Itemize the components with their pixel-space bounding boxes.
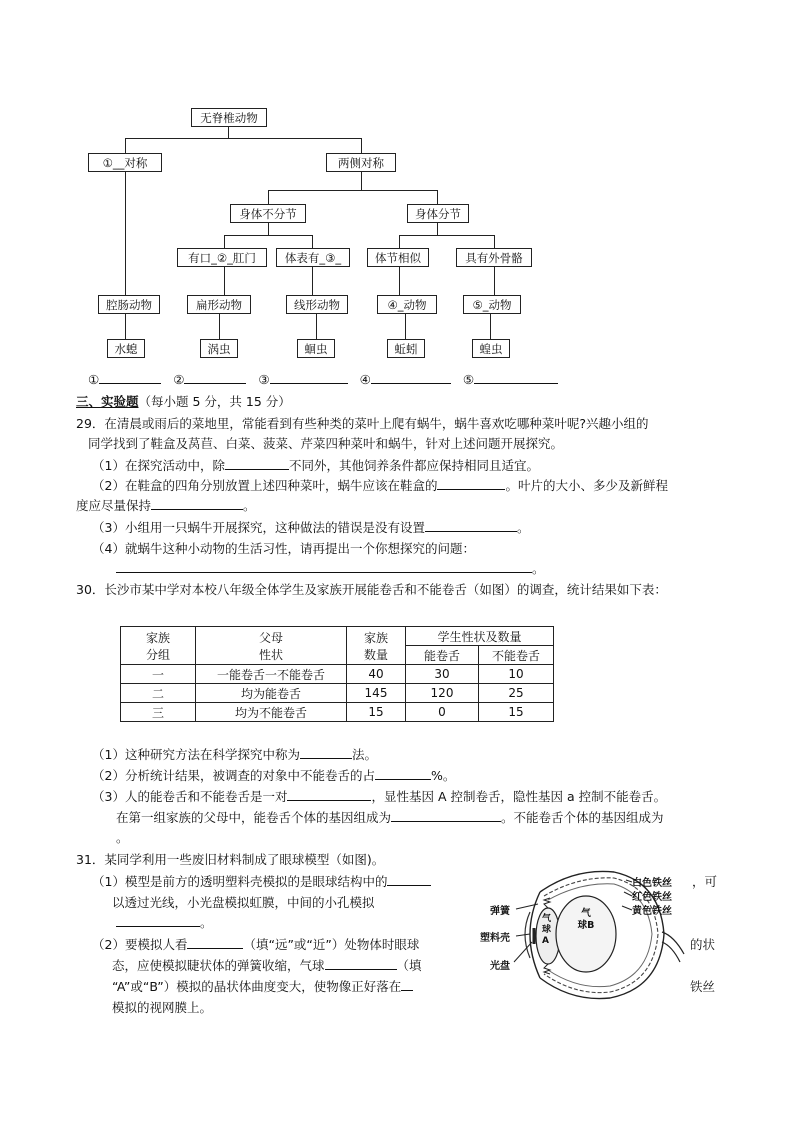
q29-blank-2[interactable]: [437, 477, 505, 490]
q29-part3-text-a: （3）小组用一只蜗牛开展探究，这种做法的错误是没有设置: [92, 520, 425, 535]
q31-part1-answer: [116, 913, 213, 931]
q30-blank-4[interactable]: [391, 809, 501, 822]
q30-stem: 30．长沙市某中学对本校八年级全体学生及家族开展能卷舌和不能卷舌（如图）的调查，统计结果如下表：: [76, 582, 667, 597]
cell-cannot: 25: [479, 684, 554, 703]
cell-cannot: 10: [479, 665, 554, 684]
q31-part2-text-e: （填: [396, 958, 422, 973]
q30-part1-text-a: （1）这种研究方法在科学探究中称为: [92, 747, 300, 762]
q30-blank-1[interactable]: [300, 746, 352, 759]
cell-cannot: 15: [479, 703, 554, 722]
cell-parent: 一能卷舌一不能卷舌: [196, 665, 347, 684]
tree-mouth-anus: 有口_②_肛门: [177, 248, 267, 267]
q30-part3-text-c: 在第一组家族的父母中，能卷舌个体的基因组成为: [116, 810, 392, 825]
q29-part1-text-a: （1）在探究活动中，除: [92, 458, 225, 473]
q31-blank-5[interactable]: [401, 978, 413, 991]
tree-body-surface: 体表有_③_: [276, 248, 350, 267]
label-red-wire: 红色铁丝: [632, 892, 672, 903]
q30-part1-text-b: 法。: [351, 747, 377, 762]
q29-part4-end: 。: [532, 561, 545, 576]
q30-part3: [92, 787, 666, 805]
q29-blank-4[interactable]: [425, 519, 517, 532]
cell-parent: 均为能卷舌: [196, 684, 347, 703]
q30-part2: [92, 766, 455, 784]
tree-arthropods: ⑤_动物: [463, 295, 521, 314]
label-balloon-a: 气球A: [542, 914, 552, 946]
label-balloon-b: 气球B: [577, 908, 595, 931]
q30-part3-end: 。: [116, 830, 129, 845]
q30-blank-3[interactable]: [287, 788, 371, 801]
q31-part1-text-d: 。: [200, 915, 213, 930]
table-row: [121, 665, 554, 684]
eyeball-model-figure: [474, 862, 690, 1004]
cell-group: 二: [121, 684, 196, 703]
section-note: （每小题 5 分，共 15 分）: [138, 394, 291, 409]
q31-part2-line3: [112, 977, 413, 995]
q30-part1: [92, 745, 377, 763]
label-disc: 光盘: [490, 961, 510, 972]
q29-blank-5[interactable]: [116, 560, 532, 573]
answer-blank-5[interactable]: [474, 371, 558, 384]
table-row: [121, 703, 554, 722]
q29-part2-text-b: 。叶片的大小、多少及新鲜程: [505, 478, 668, 493]
q29-part3: [92, 518, 529, 536]
q31-part2-right2: 铁丝: [690, 979, 716, 994]
q31-blank-1[interactable]: [387, 873, 431, 886]
cell-group: 一: [121, 665, 196, 684]
th-parent: 父母 性状: [196, 627, 347, 665]
q30-part3-cont: [116, 808, 664, 826]
q31-part2-text-f: “A”或“B”）模拟的晶状体曲度变大，使物像正好落在: [112, 979, 402, 994]
q31-part2-text-a: （2）要模拟人看: [92, 937, 188, 952]
tree-locust: 蝗虫: [472, 339, 510, 358]
q29-part2-text-a: （2）在鞋盒的四角分别放置上述四种菜叶，蜗牛应该在鞋盒的: [92, 478, 438, 493]
q29-part3-text-b: 。: [516, 520, 530, 535]
tree-unsegmented: 身体不分节: [230, 204, 306, 223]
table-row: [121, 684, 554, 703]
answer-blank-4[interactable]: [371, 371, 451, 384]
q31-blank-2[interactable]: [116, 914, 200, 927]
q29-blank-3[interactable]: [151, 497, 243, 510]
answer-blanks: [88, 371, 558, 387]
tree-roundworm: 蛔虫: [297, 339, 335, 358]
answer-blank-3[interactable]: [270, 371, 348, 384]
tree-flatworms: 扁形动物: [187, 295, 251, 314]
tree-planarian: 涡虫: [200, 339, 238, 358]
tree-annelids: ④_动物: [377, 295, 437, 314]
cell-count: 40: [347, 665, 406, 684]
label-shell: 塑料壳: [480, 933, 510, 944]
answer-label-4: ④: [359, 372, 371, 387]
cell-can: 30: [406, 665, 479, 684]
cell-group: 三: [121, 703, 196, 722]
q31-part2-line4: 模拟的视网膜上。: [112, 1000, 213, 1015]
th-student: 学生性状及数量: [406, 627, 554, 646]
tree-similar-segments: 体节相似: [367, 248, 429, 267]
tree-root: 无脊椎动物: [191, 108, 267, 127]
tree-exoskeleton: 具有外骨骼: [456, 248, 532, 267]
th-count: 家族 数量: [347, 627, 406, 665]
tree-roundworms: 线形动物: [286, 295, 348, 314]
tree-coelenterates: 腔肠动物: [98, 295, 160, 314]
q29-stem-line2: 同学找到了鞋盒及莴苣、白菜、菠菜、芹菜四种菜叶和蜗牛，针对上述问题开展探究。: [88, 436, 564, 451]
answer-blank-2[interactable]: [184, 371, 246, 384]
tree-earthworm: 蚯蚓: [387, 339, 425, 358]
label-yellow-wire: 黄色铁丝: [632, 906, 672, 917]
section-heading: [76, 392, 291, 410]
th-cannot-roll: 不能卷舌: [479, 646, 554, 665]
cell-can: 0: [406, 703, 479, 722]
q29-stem-line1: 29．在清晨或雨后的菜地里，常能看到有些种类的菜叶上爬有蜗牛，蜗牛喜欢吃哪种菜叶呢?兴趣小组的: [76, 416, 649, 431]
cell-count: 145: [347, 684, 406, 703]
q31-part1: [92, 872, 431, 890]
q31-blank-3[interactable]: [187, 936, 243, 949]
q30-blank-2[interactable]: [375, 767, 431, 780]
q29-part4: （4）就蜗牛这种小动物的生活习性，请再提出一个你想探究的问题：: [92, 541, 475, 556]
q31-part1-end: ，可: [692, 874, 718, 889]
q31-part1-cont: 以透过光线，小光盘模拟虹膜，中间的小孔模拟: [112, 895, 375, 910]
q30-part3-text-d: 。不能卷舌个体的基因组成为: [501, 810, 664, 825]
tree-segmented: 身体分节: [407, 204, 469, 223]
answer-label-5: ⑤: [462, 372, 475, 387]
answer-blank-1[interactable]: [99, 371, 161, 384]
q31-part2-right1: 的状: [690, 937, 716, 952]
q31-blank-4[interactable]: [325, 957, 397, 970]
tree-bilateral-symmetry: 两侧对称: [326, 153, 396, 172]
answer-label-2: ②: [173, 372, 185, 387]
q31-part2: [92, 935, 419, 953]
q29-part2-text-c: 度应尽量保持: [76, 498, 152, 513]
cell-parent: 均为不能卷舌: [196, 703, 347, 722]
answer-label-1: ①: [88, 372, 100, 387]
th-group: 家族 分组: [121, 627, 196, 665]
q30-part2-text-b: %。: [430, 768, 456, 783]
q29-part2: [92, 476, 668, 494]
q29-part1-text-b: 不同外，其他饲养条件都应保持相同且适宜。: [288, 458, 539, 473]
th-can-roll: 能卷舌: [406, 646, 479, 665]
tree-radial-symmetry: ①__对称: [88, 153, 162, 172]
q29-part2-cont: [76, 496, 256, 514]
label-spring: 弹簧: [490, 906, 510, 917]
label-white-wire: 白色铁丝: [632, 878, 672, 889]
cell-count: 15: [347, 703, 406, 722]
q29-blank-1[interactable]: [225, 457, 289, 470]
q31-part2-text-d: 态，应使模拟睫状体的弹簧收缩，气球: [112, 958, 325, 973]
q29-part1: [92, 456, 539, 474]
q29-part2-text-d: 。: [243, 498, 256, 513]
section-title: 三、实验题: [76, 394, 139, 409]
survey-table: [120, 626, 554, 722]
q31-part2-text-b: （填“远”或“近”）处物体时眼球: [243, 937, 420, 952]
cell-can: 120: [406, 684, 479, 703]
answer-label-3: ③: [258, 372, 270, 387]
q31-stem: 31．某同学利用一些废旧材料制成了眼球模型（如图)。: [76, 852, 385, 867]
q31-part2-line2: [112, 956, 422, 974]
tree-hydra: 水螅: [107, 339, 145, 358]
q29-part4-answer: [116, 559, 545, 577]
q30-part3-text-a: （3）人的能卷舌和不能卷舌是一对: [92, 789, 288, 804]
q31-part1-text-a: （1）模型是前方的透明塑料壳模拟的是眼球结构中的: [92, 874, 388, 889]
q30-part3-text-b: ，显性基因 A 控制卷舌，隐性基因 a 控制不能卷舌。: [371, 789, 667, 804]
q30-part2-text-a: （2）分析统计结果，被调查的对象中不能卷舌的占: [92, 768, 375, 783]
